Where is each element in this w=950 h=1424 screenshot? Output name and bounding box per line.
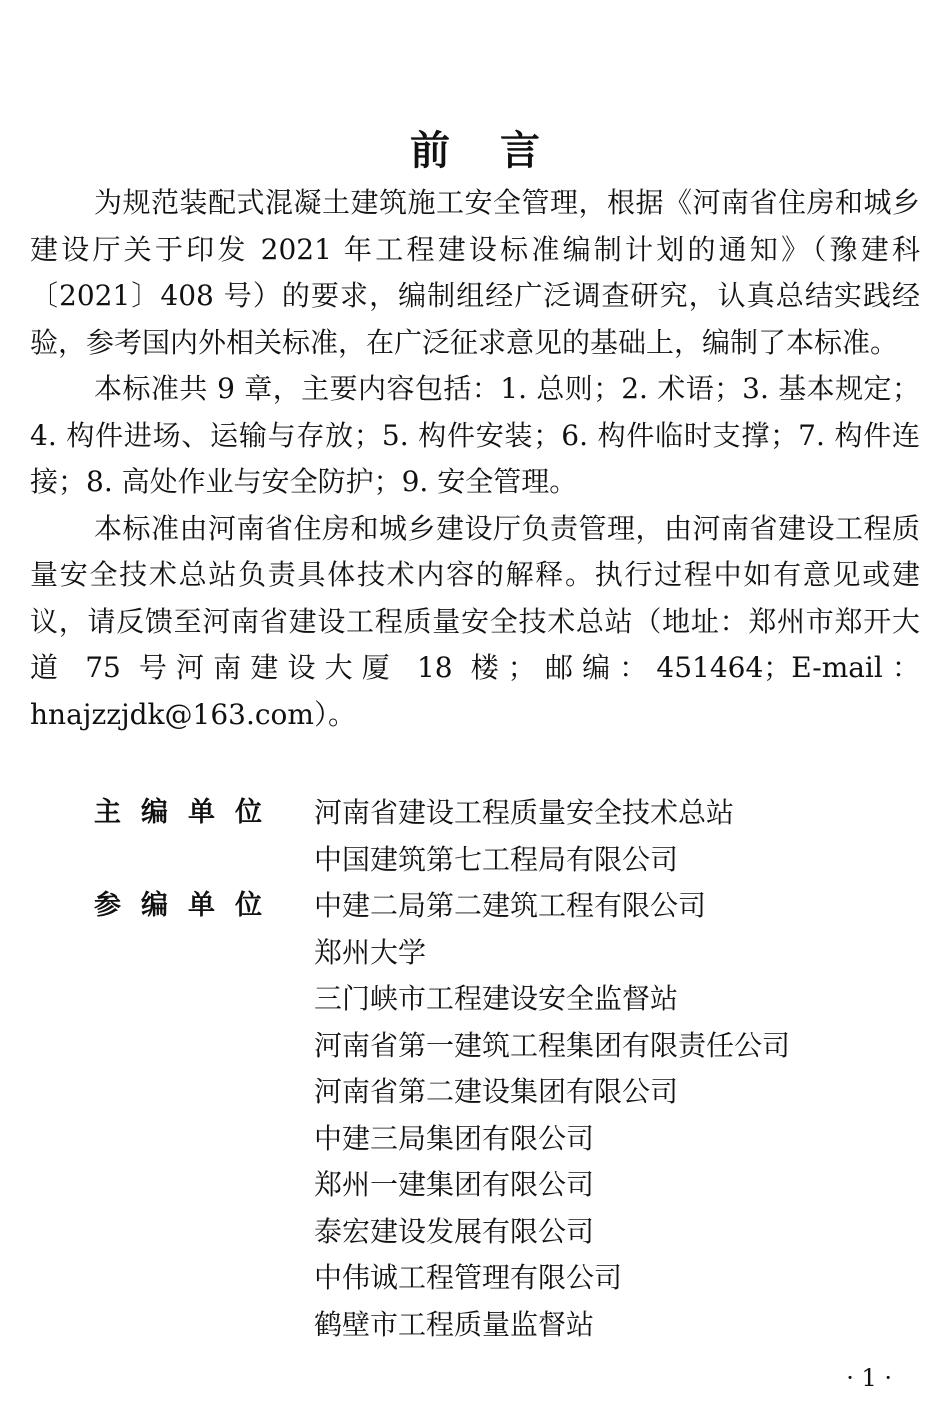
chief-editor-label: 主编单位	[94, 797, 282, 828]
list-item: 三门峡市工程建设安全监督站	[314, 982, 679, 1015]
co-editor-label: 参编单位	[94, 890, 282, 921]
list-item: 河南省第二建设集团有限公司	[314, 1075, 679, 1108]
paragraph-contents: 本标准共 9 章，主要内容包括：1. 总则；2. 术语；3. 基本规定；4. 构件进场、运输与存放；5. 构件安装；6. 构件临时支撑；7. 构件连接；8. 高处作业与安全防护；9. 安全管理。	[30, 372, 920, 498]
page-title: 前言	[410, 127, 590, 174]
list-item: 中国建筑第七工程局有限公司	[314, 842, 679, 876]
co-editor-group	[94, 883, 924, 1348]
list-item: 泰宏建设发展有限公司	[314, 1214, 595, 1248]
chief-editor-list	[314, 790, 734, 883]
co-editor-list	[314, 883, 790, 1348]
preface-body	[30, 180, 920, 738]
chief-editor-group	[94, 790, 924, 883]
editor-units	[94, 790, 924, 1348]
list-item: 鹤壁市工程质量监督站	[314, 1307, 595, 1341]
list-item: 郑州大学	[314, 935, 427, 969]
list-item: 中伟诚工程管理有限公司	[314, 1261, 623, 1294]
list-item: 河南省第一建筑工程集团有限责任公司	[314, 1028, 791, 1062]
page-number: · 1 ·	[846, 1364, 892, 1392]
paragraph-purpose: 为规范装配式混凝土建筑施工安全管理，根据《河南省住房和城乡建设厅关于印发 2021 年工程建设标准编制计划的通知》（豫建科〔2021〕408 号）的要求，编制组经广泛调查研究，认真总结实践经验，参考国内外相关标准，在广泛征求意见的基础上，编制了本标准。	[30, 186, 920, 359]
list-item: 郑州一建集团有限公司	[314, 1168, 595, 1201]
list-item: 河南省建设工程质量安全技术总站	[314, 796, 735, 829]
list-item: 中建三局集团有限公司	[314, 1121, 595, 1155]
paragraph-management: 本标准由河南省住房和城乡建设厅负责管理，由河南省建设工程质量安全技术总站负责具体技术内容的解释。执行过程中如有意见或建议，请反馈至河南省建设工程质量安全技术总站（地址：郑州市郑开大道 75 号河南建设大厦 18 楼；邮编：451464；E-mail：hnajzzjdk@163.com）。	[30, 511, 920, 731]
list-item: 中建二局第二建筑工程有限公司	[314, 889, 707, 922]
